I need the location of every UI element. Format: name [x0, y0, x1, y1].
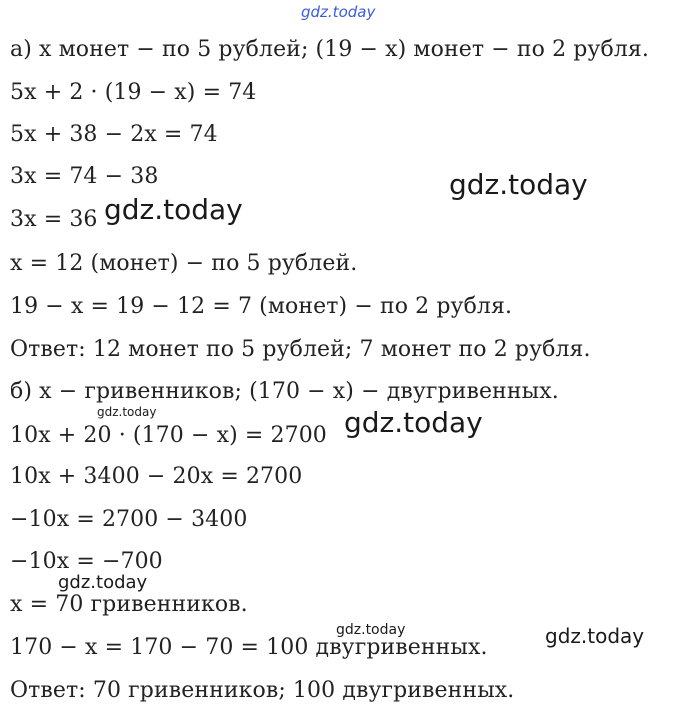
solution-line: 5x + 38 − 2x = 74	[10, 122, 218, 147]
watermark: gdz.today	[104, 193, 243, 226]
solution-line: а) x монет − по 5 рублей; (19 − x) монет − по 2 рубля.	[10, 37, 649, 62]
solution-line: 3x = 36	[10, 207, 98, 232]
watermark: gdz.today	[449, 168, 588, 201]
watermark: gdz.today	[344, 406, 483, 439]
solution-line: −10x = −700	[10, 549, 163, 574]
solution-line: 19 − x = 19 − 12 = 7 (монет) − по 2 рубля.	[10, 294, 513, 319]
solution-line: −10x = 2700 − 3400	[10, 507, 248, 532]
solution-line: 10x + 20 · (170 − x) = 2700	[10, 423, 327, 448]
watermark: gdz.today	[545, 624, 645, 648]
solution-line: 170 − x = 170 − 70 = 100 двугривенных.	[10, 635, 488, 660]
watermark: gdz.today	[97, 405, 157, 419]
solution-line: 5x + 2 · (19 − x) = 74	[10, 80, 257, 105]
solution-line: 10x + 3400 − 20x = 2700	[10, 464, 303, 489]
solution-line: Ответ: 70 гривенников; 100 двугривенных.	[10, 678, 515, 703]
solution-line: Ответ: 12 монет по 5 рублей; 7 монет по 2 рубля.	[10, 337, 591, 362]
watermark-top: gdz.today	[301, 3, 376, 21]
watermark: gdz.today	[336, 622, 406, 638]
solution-line: x = 12 (монет) − по 5 рублей.	[10, 251, 358, 276]
solution-line: 3x = 74 − 38	[10, 164, 159, 189]
watermark: gdz.today	[58, 572, 148, 593]
solution-line: x = 70 гривенников.	[10, 592, 248, 617]
solution-line: б) x − гривенников; (170 − x) − двугривенных.	[10, 379, 559, 404]
